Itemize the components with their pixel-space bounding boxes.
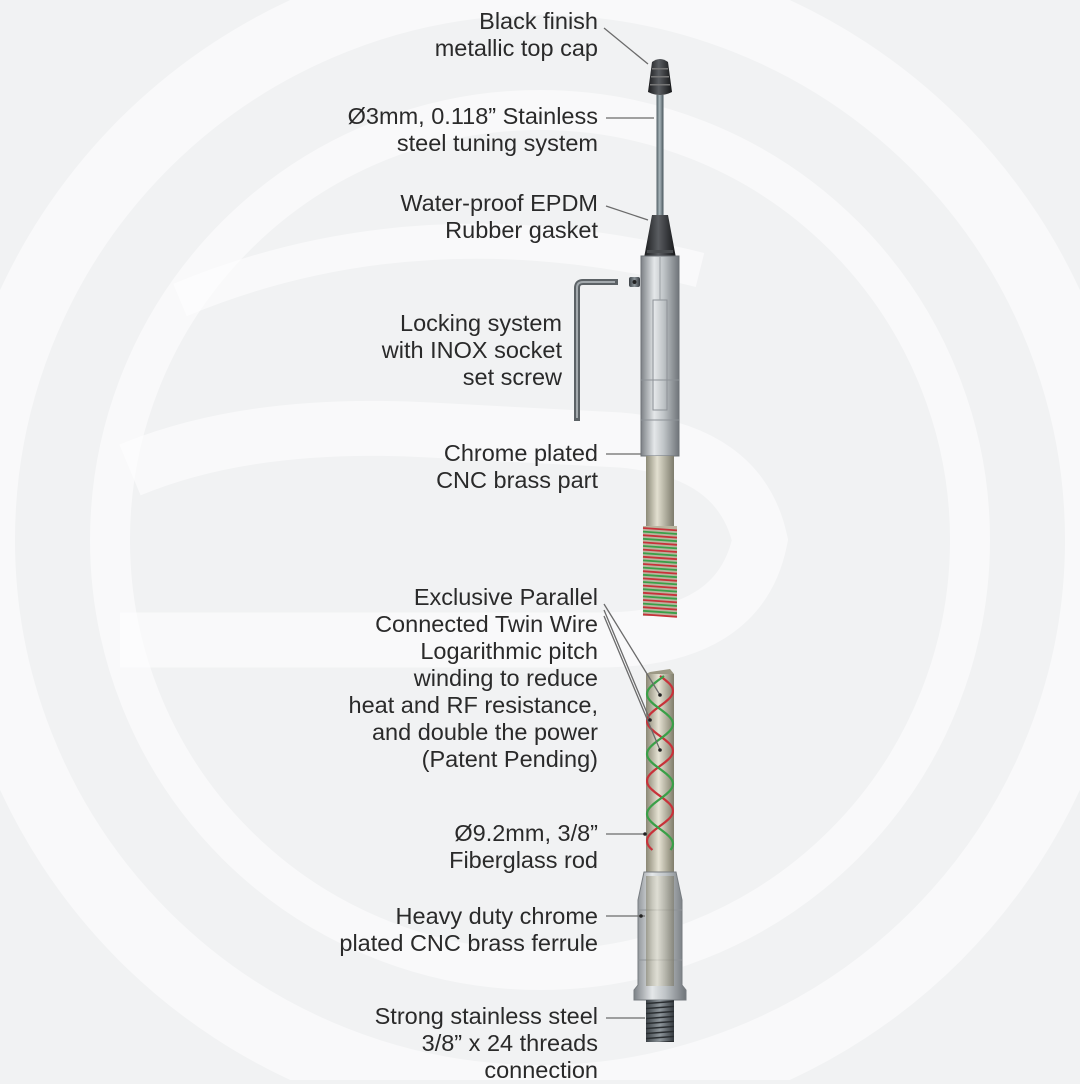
label-line: (Patent Pending) (421, 746, 598, 772)
label-line: Heavy duty chrome (395, 903, 598, 929)
label-line: steel tuning system (396, 130, 598, 156)
label-fiberglass-rod (449, 820, 598, 874)
label-line: metallic top cap (434, 35, 598, 61)
label-line: 3/8” x 24 threads (421, 1030, 598, 1056)
label-tuning-system (348, 103, 598, 157)
chrome-body (641, 256, 679, 456)
allen-key (577, 282, 615, 418)
coil-winding (643, 526, 677, 617)
label-line: Ø3mm, 0.118” Stainless (347, 103, 598, 129)
label-gasket (400, 190, 598, 244)
tuning-whip (657, 95, 664, 220)
label-line: winding to reduce (413, 665, 598, 691)
label-line: Strong stainless steel (374, 1003, 598, 1029)
label-line: Fiberglass rod (449, 847, 598, 873)
label-line: set screw (462, 364, 562, 390)
label-line: Ø9.2mm, 3/8” (454, 820, 598, 846)
label-top-cap (435, 8, 598, 62)
brass-ferrule (634, 872, 686, 1000)
label-line: Chrome plated (443, 440, 598, 466)
label-chrome-part (436, 440, 598, 494)
label-line: plated CNC brass ferrule (339, 930, 598, 956)
label-thread-connection (375, 1003, 598, 1084)
label-line: and double the power (371, 719, 598, 745)
label-line: Rubber gasket (445, 217, 598, 243)
label-line: Water-proof EPDM (400, 190, 598, 216)
top-cap (648, 59, 672, 95)
label-line: with INOX socket (381, 337, 562, 363)
label-locking-system (382, 310, 562, 391)
brass-core (646, 456, 674, 526)
label-line: CNC brass part (436, 467, 598, 493)
set-screw (629, 277, 640, 287)
fiberglass-rod (646, 669, 674, 874)
thread-connection (646, 1000, 674, 1042)
label-line: Exclusive Parallel (413, 584, 598, 610)
label-line: Locking system (400, 310, 562, 336)
label-line: Logarithmic pitch (420, 638, 598, 664)
label-line: heat and RF resistance, (348, 692, 598, 718)
label-winding (349, 584, 599, 773)
label-ferrule (339, 903, 598, 957)
label-line: connection (484, 1057, 598, 1083)
label-line: Connected Twin Wire (375, 611, 598, 637)
label-line: Black finish (479, 8, 598, 34)
